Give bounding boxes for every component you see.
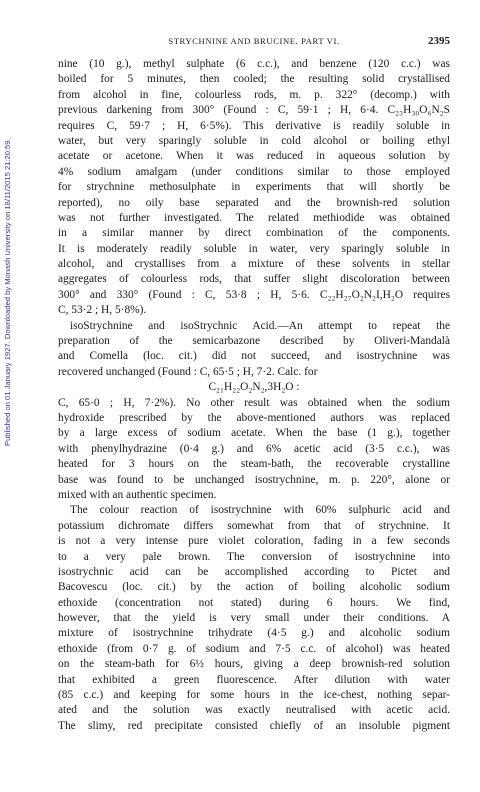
body-line: alcohol, and crystallises from a mixture of these solvents in stellar	[58, 258, 450, 271]
body-line: is not a very intense pure violet coloration, fading in a few seconds	[58, 535, 450, 548]
body-line: ethoxide (from 0·7 g. of sodium and 7·5 c.c. of alcohol) was heated	[58, 642, 450, 655]
body-line: requires C, 59·7 ; H, 6·5%). This derivative is readily soluble in	[58, 119, 450, 132]
body-line: 300° and 330° (Found : C, 53·8 ; H, 5·6. C₂₂H₂₇O₂N₂I,H₂O requires	[58, 288, 450, 301]
body-line: reported), no oily base separated and the brownish-red solution	[58, 196, 450, 209]
body-line: was not further investigated. The related methiodide was obtained	[58, 211, 450, 224]
body-line: that exhibited a green fluorescence. After dilution with water	[58, 673, 450, 686]
body-line: with phenylhydrazine (0·4 g.) and 6% acetic acid (3·5 c.c.), was	[58, 442, 450, 455]
body-line: by a large excess of sodium acetate. When the base (1 g.), together	[58, 427, 450, 440]
body-line: from alcohol in fine, colourless rods, m. p. 322° (decomp.) with	[58, 88, 450, 101]
body-line: recovered unchanged (Found : C, 65·5 ; H, 7·2. Calc. for	[58, 365, 318, 378]
body-line: mixture of isostrychnine trihydrate (4·5 g.) and alcoholic sodium	[58, 627, 450, 640]
page-header	[58, 34, 450, 48]
body-line: water, but very sparingly soluble in cold alcohol or boiling ethyl	[58, 134, 450, 147]
body-line: for strychnine methosulphate in experiments that will shortly be	[58, 181, 450, 194]
body-line: It is moderately readily soluble in water, very sparingly soluble in	[58, 242, 450, 255]
body-line: isostrychnic acid can be accomplished according to Pictet and	[58, 565, 450, 578]
body-line: previous darkening from 300° (Found : C, 59·1 ; H, 6·4. C₂₃H₃₀O₆N₂S	[58, 104, 450, 117]
body-line: ethoxide (concentration not stated) during 6 hours. We find,	[58, 596, 450, 609]
body-line: and Comella (loc. cit.) did not succeed, and isostrychnine was	[58, 350, 450, 363]
body-line: 4% sodium amalgam (under conditions similar to those employed	[58, 165, 450, 178]
body-line: to a very pale brown. The conversion of isostrychnine into	[58, 550, 450, 563]
publication-notice: Published on 01 January 1927. Downloaded by Monash University on 18/11/2015 21:20:59.	[3, 138, 12, 446]
body-line: boiled for 5 minutes, then cooled; the resulting solid crystallised	[58, 73, 450, 86]
body-line: The colour reaction of isostrychnine with 60% sulphuric acid and	[70, 504, 450, 517]
body-line: acetate or acetone. When it was reduced in aqueous solution by	[58, 150, 450, 163]
body-line: isoStrychnine and isoStrychnic Acid.—An attempt to repeat the	[70, 319, 450, 332]
body-line: base was found to be unchanged isostrychnine, m. p. 220°, alone or	[58, 473, 450, 486]
body-line: hydroxide prescribed by the above-mentioned authors was replaced	[58, 411, 450, 424]
body-line: preparation of the semicarbazone described by Oliveri-Mandalà	[58, 335, 450, 348]
body-line: C, 53·2 ; H, 5·8%).	[58, 304, 147, 317]
body-line: nine (10 g.), methyl sulphate (6 c.c.), and benzene (120 c.c.) was	[58, 58, 450, 70]
body-line: C, 65·0 ; H, 7·2%). No other result was obtained when the sodium	[58, 396, 450, 409]
body-line: mixed with an authentic specimen.	[58, 488, 217, 501]
body-line: on the steam-bath for 6½ hours, giving a deep brownish-red solution	[58, 658, 450, 671]
body-line: Bacovescu (loc. cit.) by the action of boiling alcoholic sodium	[58, 581, 450, 594]
body-line: heated for 3 hours on the steam-bath, the recoverable crystalline	[58, 458, 450, 471]
body-line: ated and the solution was exactly neutralised with acetic acid.	[58, 704, 450, 717]
page-number: 2395	[428, 35, 450, 47]
body-line: aggregates of colourless rods, that suffer slight discoloration between	[58, 273, 450, 286]
body-line: potassium dichromate differs somewhat from that of strychnine. It	[58, 519, 450, 532]
body-line: (85 c.c.) and keeping for some hours in the ice-chest, nothing separ-	[58, 689, 450, 702]
body-line: C₂₁H₂₂O₂N₂,3H₂O :	[208, 381, 300, 394]
body-line: The slimy, red precipitate consisted chiefly of an insoluble pigment	[58, 719, 450, 732]
article-body	[58, 57, 450, 792]
running-head: STRYCHNINE AND BRUCINE. PART VI.	[168, 36, 340, 46]
body-line: in a similar manner by direct combination of the components.	[58, 227, 450, 240]
body-line: however, that the yield is very small under their conditions. A	[58, 612, 450, 625]
